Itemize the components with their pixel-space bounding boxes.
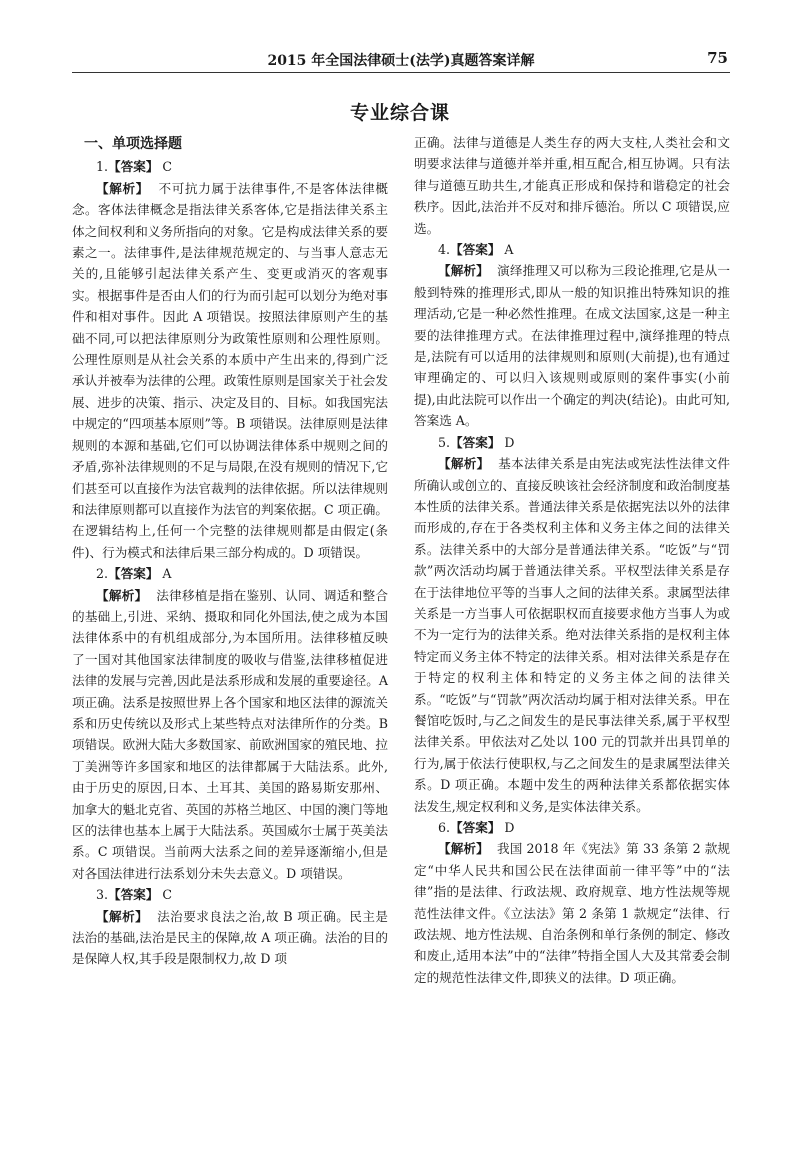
chapter-title: 专业综合课	[349, 102, 450, 124]
answer-value: C	[162, 159, 173, 175]
question-4-answer	[414, 239, 730, 260]
answer-label: 【答案】	[108, 159, 159, 175]
answer-value: A	[162, 566, 172, 582]
analysis-label: 【解析】	[96, 180, 150, 196]
analysis-label: 【解析】	[438, 456, 490, 472]
question-3-analysis	[72, 906, 388, 970]
analysis-label: 【解析】	[96, 908, 149, 924]
answer-label: 【答案】	[450, 242, 501, 258]
page-header	[72, 44, 730, 73]
question-number: 3.	[96, 887, 109, 903]
page-number: 75	[707, 49, 728, 67]
question-3-answer	[72, 884, 388, 905]
analysis-text: 我国 2018 年《宪法》第 33 条第 2 款规定“中华人民共和国公民在法律面前一律平等”中的“法律”指的是法律、行政法规、政府规章、地方性法规等规范性法律文件。《立法法》第 2 条第 1 款规定“法律、行政法规、地方性法规、自治条例和单行条例的制定、修改和废止,适用本法”中的“法律”特指全国人大及其常委会制定的规范性法律文件,即狭义的法律。D 项正确。	[414, 841, 731, 985]
question-number: 2.	[96, 566, 109, 582]
question-2-analysis	[72, 585, 388, 885]
question-6-answer	[414, 817, 730, 838]
answer-label: 【答案】	[450, 820, 501, 835]
analysis-text: 基本法律关系是由宪法或宪法性法律文件所确认或创立的、直接反映该社会经济制度和政治制度基本性质的法律关系。普通法律关系是依据宪法以外的法律而形成的,存在于各类权利主体和义务主体之间的法律关系。法律关系中的大部分是普通法律关系。“吃饭”与“罚款”两次活动均属于普通法律关系。平权型法律关系是存在于法律地位平等的当事人之间的法律关系。隶属型法律关系是一方当事人可依据职权而直接要求他方当事人为或不为一定行为的法律关系。绝对法律关系指的是权利主体特定而义务主体不特定的法律关系。相对法律关系是存在于特定的权利主体和特定的义务主体之间的法律关系。“吃饭”与“罚款”两次活动均属于相对法律关系。甲在餐馆吃饭时,与乙之间发生的是民事法律关系,属于平权型法律关系。甲依法对乙处以 100 元的罚款并出具罚单的行为,属于依法行使职权,与乙之间发生的是隶属型法律关系。D 项正确。本题中发生的两种法律关系都依据实体法发生,规定权利和义务,是实体法律关系。	[414, 456, 731, 814]
question-1-analysis	[72, 178, 388, 563]
answer-label: 【答案】	[108, 566, 159, 582]
section-heading: 一、单项选择题	[84, 136, 182, 152]
question-3-analysis-continued: 正确。法律与道德是人类生存的两大支柱,人类社会和文明要求法律与道德并举并重,相互配合,相互协调。只有法律与道德互助共生,才能真正形成和保持和谐稳定的社会秩序。因此,法治并不反对和排斥德治。所以 C 项错误,应选。	[414, 135, 730, 236]
question-1-answer	[72, 156, 388, 177]
running-title: 2015 年全国法律硕士(法学)真题答案详解	[267, 53, 535, 69]
analysis-text: 法律移植是指在鉴别、认同、调适和整合的基础上,引进、采纳、摄取和同化外国法,使之成为本国法律体系中的有机组成部分,为本国所用。法律移植反映了一国对其他国家法律制度的吸收与借鉴,法律移植促进法律的发展与完善,因此是法系形成和发展的重要途径。A 项正确。法系是按照世界上各个国家和地区法律的源流关系和历史传统以及形式上某些特点对法律所作的分类。B 项错误。欧洲大陆大多数国家、前欧洲国家的殖民地、拉丁美洲等许多国家和地区的法律都属于大陆法系。此外,由于历史的原因,日本、土耳其、美国的路易斯安那州、加拿大的魁北克省、英国的苏格兰地区、中国的澳门等地区的法律也基本上属于大陆法系。英国威尔士属于英美法系。C 项错误。当前两大法系之间的差异逐渐缩小,但是对各国法律进行法系划分未失去意义。D 项错误。	[72, 587, 389, 881]
question-number: 4.	[438, 242, 451, 258]
analysis-label: 【解析】	[438, 841, 489, 857]
answer-label: 【答案】	[108, 887, 159, 903]
left-column	[72, 134, 388, 970]
analysis-label: 【解析】	[438, 263, 489, 279]
analysis-label: 【解析】	[96, 587, 148, 603]
answer-value: A	[504, 242, 514, 258]
analysis-text: 演绎推理又可以称为三段论推理,它是从一般到特殊的推理形式,即从一般的知识推出特殊知识的推理活动,它是一种必然性推理。在成文法国家,这是一种主要的法律推理方式。在法律推理过程中,演绎推理的特点是,法院有可以适用的法律规则和原则(大前提),也有通过审理确定的、可以归入该规则或原则的案件事实(小前提),由此法院可以作出一个确定的判决(结论)。由此可知,答案选 A。	[414, 263, 730, 429]
answer-value: D	[504, 820, 515, 835]
analysis-text: 法治要求良法之治,故 B 项正确。民主是法治的基础,法治是民主的保障,故 A 项正确。法治的目的是保障人权,其手段是限制权力,故 D 项	[72, 908, 389, 967]
answer-value: C	[162, 887, 173, 903]
question-6-analysis	[414, 838, 730, 988]
question-number: 1.	[96, 159, 109, 175]
question-2-answer	[72, 563, 388, 584]
question-5-analysis	[414, 453, 730, 817]
analysis-text: 不可抗力属于法律事件,不是客体法律概念。客体法律概念是指法律关系客体,它是指法律关系主体之间权利和义务所指向的对象。它是构成法律关系的要素之一。法律事件,是法律规范规定的、与当事人意志无关的,且能够引起法律关系产生、变更或消灭的客观事实。根据事件是否由人们的行为而引起可以划分为绝对事件和相对事件。因此 A 项错误。按照法律原则产生的基础不同,可以把法律原则分为政策性原则和公理性原则。公理性原则是从社会关系的本质中产生出来的,得到广泛承认并被奉为法律的公理。政策性原则是国家关于社会发展、进步的决策、指示、决定及目的、目标。如我国宪法中规定的“四项基本原则”等。B 项错误。法律原则是法律规则的本源和基础,它们可以协调法律体系中规则之间的矛盾,弥补法律规则的不足与局限,在没有规则的情况下,它们甚至可以直接作为法官裁判的法律依据。所以法律规则和法律原则都可以直接作为法官的判案依据。C 项正确。在逻辑结构上,任何一个完整的法律规则都是由假定(条件)、行为模式和法律后果三部分构成的。D 项错误。	[72, 180, 388, 560]
question-4-analysis	[414, 260, 730, 431]
question-5-answer	[414, 432, 730, 453]
answer-value: D	[504, 434, 515, 450]
question-number: 6.	[438, 820, 451, 835]
question-number: 5.	[438, 434, 451, 450]
answer-label: 【答案】	[450, 434, 501, 450]
right-column	[414, 132, 730, 988]
